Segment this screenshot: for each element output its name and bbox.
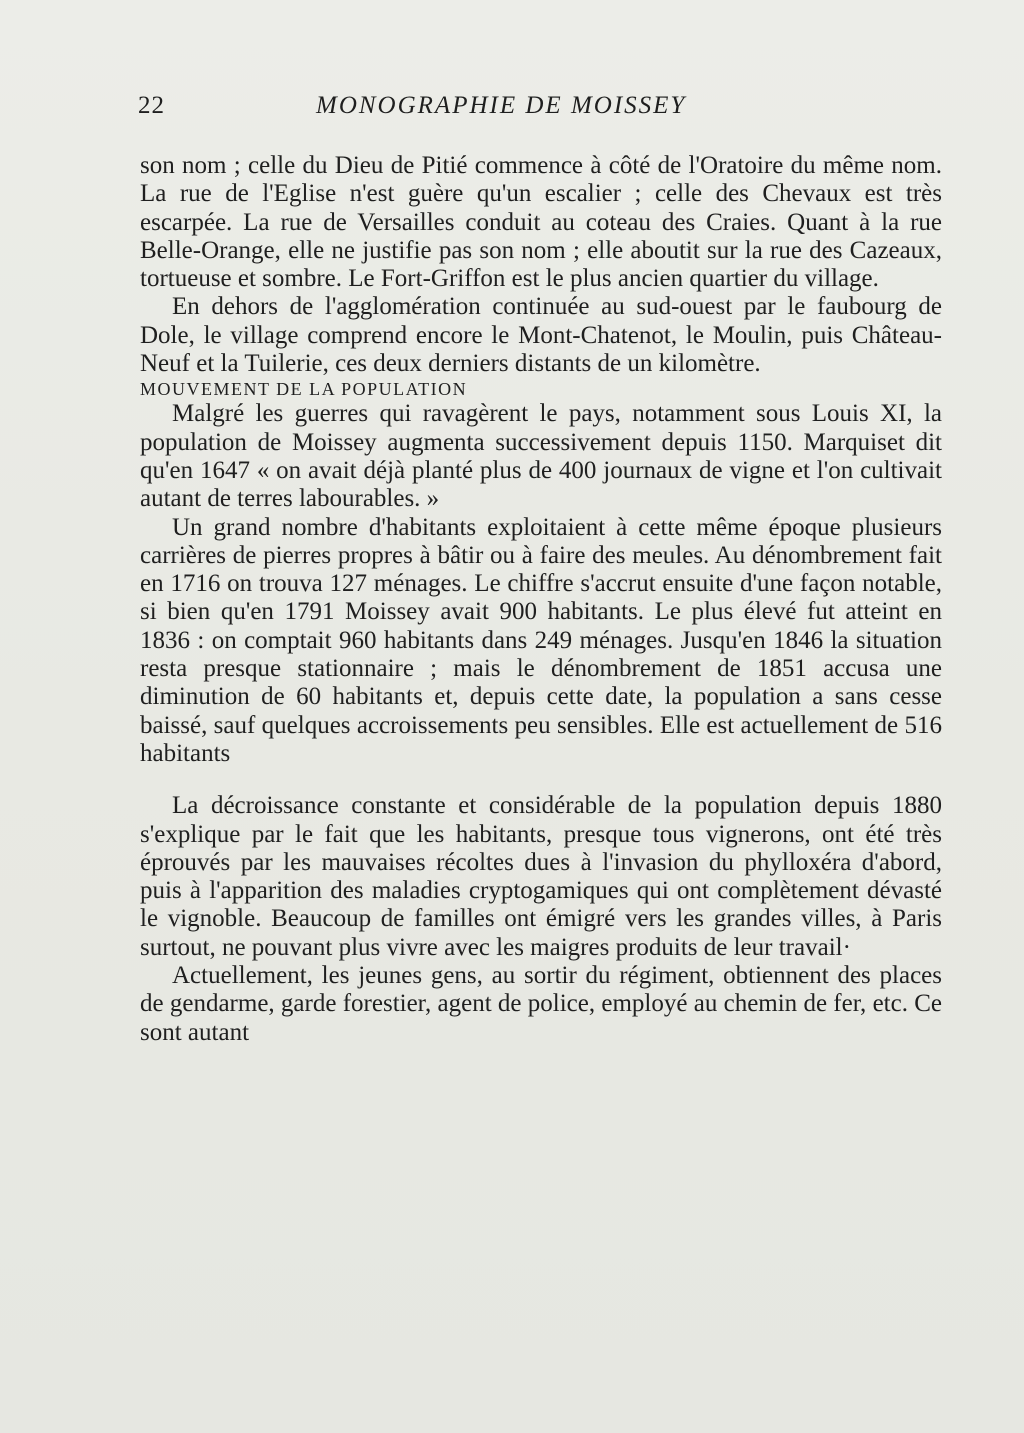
body-text: [140, 152, 942, 1047]
paragraph-1: son nom ; celle du Dieu de Pitié commence à côté de l'Oratoire du même nom. La rue de l'Eglise n'est guère qu'un escalier ; celle des Chevaux est très escarpée. La rue de Versailles conduit au coteau des Craies. Quant à la rue Belle-Orange, elle ne justifie pas son nom ; elle aboutit sur la rue des Cazeaux, tortueuse et sombre. Le Fort-Griffon est le plus ancien quartier du village.: [140, 152, 942, 293]
running-title: MONOGRAPHIE DE MOISSEY: [316, 92, 687, 119]
paragraph-4: Un grand nombre d'habitants exploitaient à cette même époque plusieurs carrières de pierres propres à bâtir ou à faire des meules. Au dénombrement fait en 1716 on trouva 127 ménages. Le chiffre s'accrut ensuite d'une façon notable, si bien qu'en 1791 Moissey avait 900 habitants. Le plus élevé fut atteint en 1836 : on comptait 960 habitants dans 249 ménages. Jusqu'en 1846 la situation resta presque stationnaire ; mais le dénombrement de 1851 accusa une diminution de 60 habitants et, depuis cette date, la population a sans cesse baissé, sauf quelques accroissements peu sensibles. Elle est actuellement de 516 habitants: [140, 513, 942, 767]
page-number: 22: [138, 92, 165, 119]
section-heading: MOUVEMENT DE LA POPULATION: [140, 379, 468, 400]
paragraph-5: La décroissance constante et considérable de la population depuis 1880 s'explique par le fait que les habitants, presque tous vignerons, ont été très éprouvés par les mauvaises récoltes dues à l'invasion du phylloxéra d'abord, puis à l'apparition des maladies cryptogamiques qui ont complètement dévasté le vignoble. Beaucoup de familles ont émigré vers les grandes villes, à Paris surtout, ne pouvant plus vivre avec les maigres produits de leur travail·: [140, 792, 942, 961]
paragraph-3: Malgré les guerres qui ravagèrent le pays, notamment sous Louis XI, la population de Moissey augmenta successivement depuis 1150. Marquiset dit qu'en 1647 « on avait déjà planté plus de 400 journaux de vigne et l'on cultivait autant de terres labourables. »: [140, 400, 942, 513]
paragraph-2: En dehors de l'agglomération continuée au sud-ouest par le faubourg de Dole, le village comprend encore le Mont-Chatenot, le Moulin, puis Château-Neuf et la Tuilerie, ces deux derniers distants de un kilomètre.: [140, 293, 942, 378]
paragraph-gap: [140, 768, 942, 792]
paragraph-6: Actuellement, les jeunes gens, au sortir du régiment, obtiennent des places de gendarme, garde forestier, agent de police, employé au chemin de fer, etc. Ce sont autant: [140, 962, 942, 1046]
page-header: [138, 92, 942, 132]
